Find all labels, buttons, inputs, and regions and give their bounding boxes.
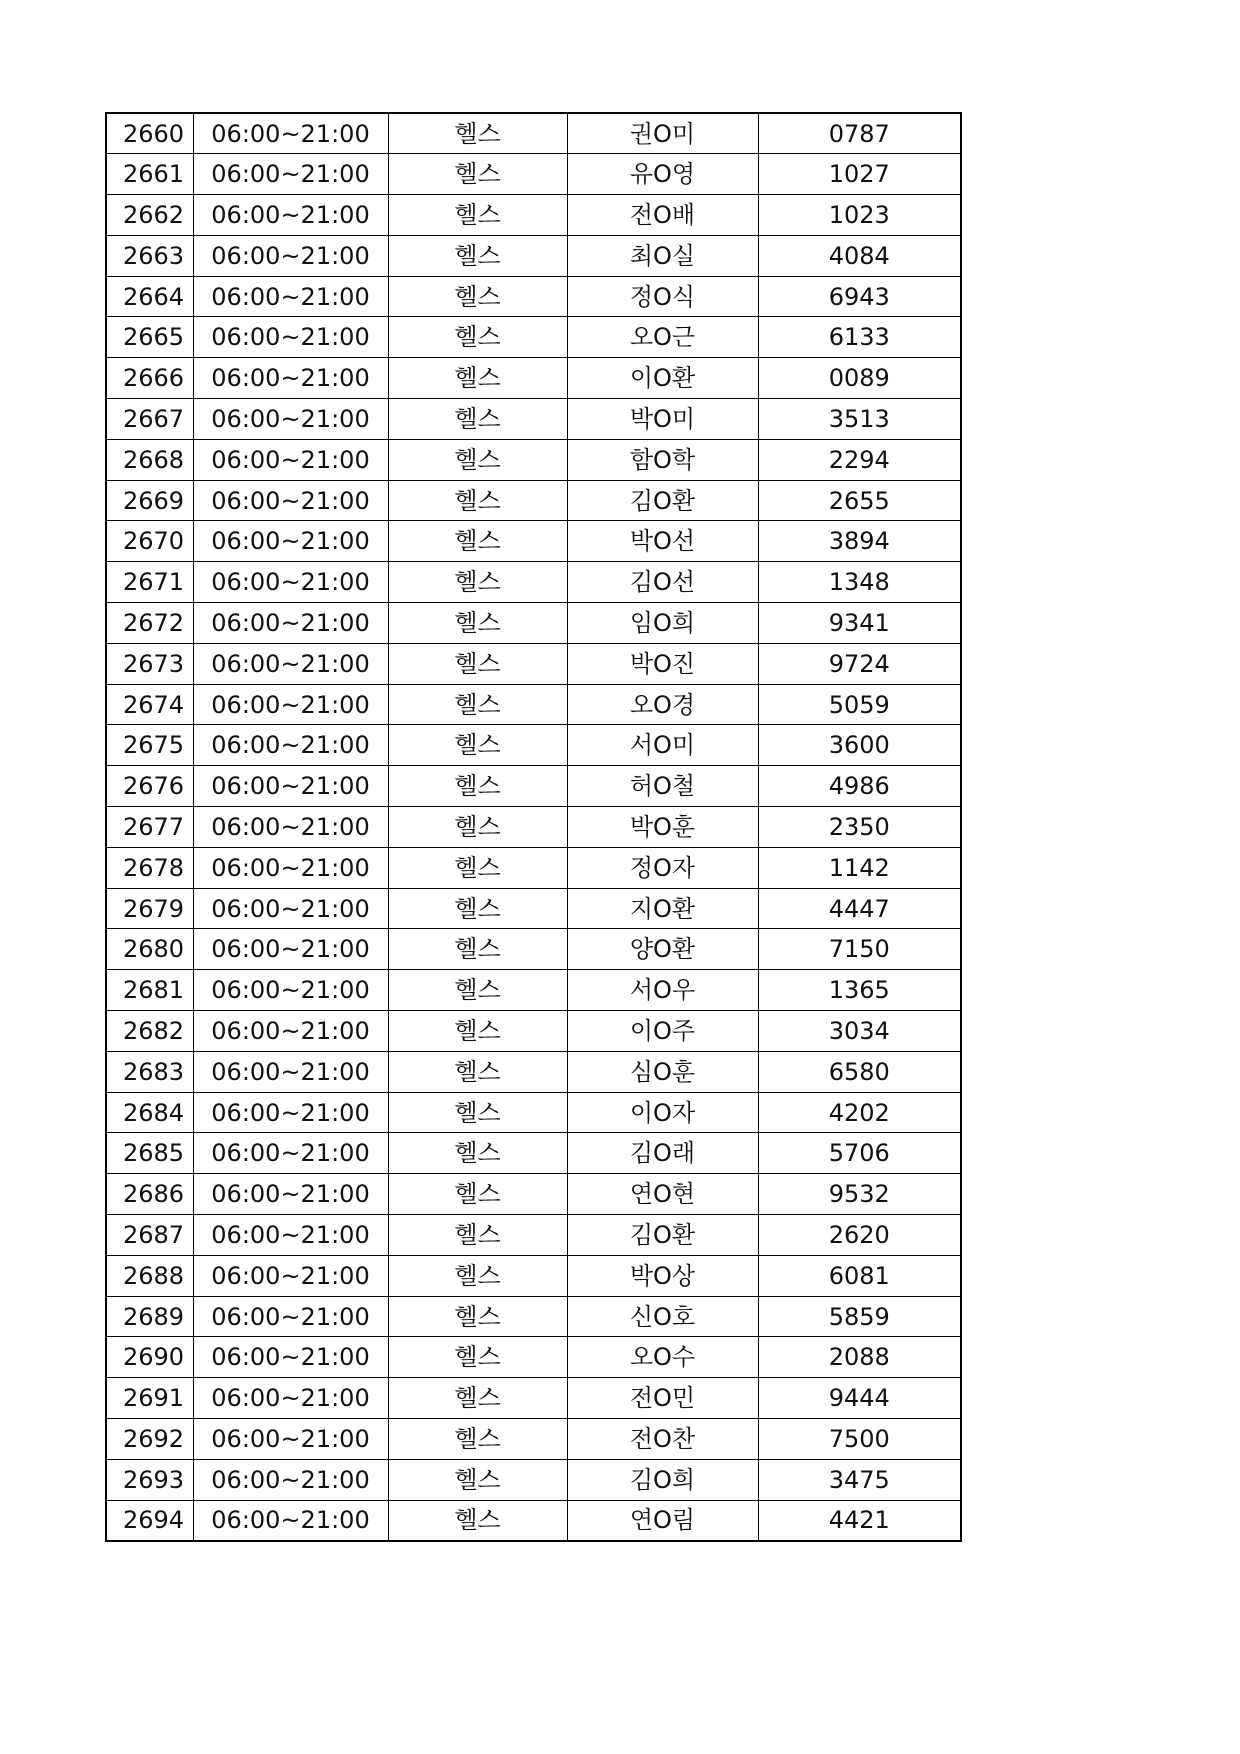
- member-name-cell: 허O철: [567, 766, 758, 807]
- program-cell: 헬스: [388, 1133, 567, 1174]
- member-code-cell: 7150: [758, 929, 961, 970]
- table-row: [106, 1337, 961, 1378]
- member-name-cell: 함O학: [567, 439, 758, 480]
- member-code-cell: 6580: [758, 1051, 961, 1092]
- row-number-cell: 2682: [106, 1011, 193, 1052]
- row-number-cell: 2672: [106, 603, 193, 644]
- table-row: [106, 235, 961, 276]
- program-cell: 헬스: [388, 1092, 567, 1133]
- table-row: [106, 1500, 961, 1541]
- row-number-cell: 2686: [106, 1174, 193, 1215]
- hours-cell: 06:00~21:00: [193, 235, 388, 276]
- program-cell: 헬스: [388, 480, 567, 521]
- hours-cell: 06:00~21:00: [193, 1500, 388, 1541]
- table-row: [106, 847, 961, 888]
- member-name-cell: 김O환: [567, 480, 758, 521]
- member-name-cell: 오O근: [567, 317, 758, 358]
- row-number-cell: 2676: [106, 766, 193, 807]
- program-cell: 헬스: [388, 562, 567, 603]
- row-number-cell: 2665: [106, 317, 193, 358]
- table-row: [106, 480, 961, 521]
- table-row: [106, 1092, 961, 1133]
- table-row: [106, 358, 961, 399]
- hours-cell: 06:00~21:00: [193, 1011, 388, 1052]
- member-code-cell: 1027: [758, 154, 961, 195]
- row-number-cell: 2694: [106, 1500, 193, 1541]
- hours-cell: 06:00~21:00: [193, 1215, 388, 1256]
- program-cell: 헬스: [388, 888, 567, 929]
- table-row: [106, 1296, 961, 1337]
- member-name-cell: 지O환: [567, 888, 758, 929]
- member-name-cell: 오O경: [567, 684, 758, 725]
- row-number-cell: 2687: [106, 1215, 193, 1256]
- row-number-cell: 2660: [106, 113, 193, 154]
- member-code-cell: 1142: [758, 847, 961, 888]
- member-name-cell: 최O실: [567, 235, 758, 276]
- table-row: [106, 684, 961, 725]
- row-number-cell: 2673: [106, 643, 193, 684]
- member-name-cell: 박O진: [567, 643, 758, 684]
- row-number-cell: 2670: [106, 521, 193, 562]
- table-row: [106, 1174, 961, 1215]
- member-code-cell: 3034: [758, 1011, 961, 1052]
- member-name-cell: 정O식: [567, 276, 758, 317]
- member-code-cell: 6133: [758, 317, 961, 358]
- hours-cell: 06:00~21:00: [193, 1133, 388, 1174]
- row-number-cell: 2691: [106, 1378, 193, 1419]
- program-cell: 헬스: [388, 603, 567, 644]
- hours-cell: 06:00~21:00: [193, 1337, 388, 1378]
- table-row: [106, 1255, 961, 1296]
- row-number-cell: 2667: [106, 399, 193, 440]
- hours-cell: 06:00~21:00: [193, 766, 388, 807]
- member-name-cell: 김O희: [567, 1459, 758, 1500]
- hours-cell: 06:00~21:00: [193, 154, 388, 195]
- table-row: [106, 1011, 961, 1052]
- hours-cell: 06:00~21:00: [193, 1296, 388, 1337]
- program-cell: 헬스: [388, 1296, 567, 1337]
- member-code-cell: 3513: [758, 399, 961, 440]
- member-name-cell: 이O환: [567, 358, 758, 399]
- table-row: [106, 113, 961, 154]
- member-code-cell: 3600: [758, 725, 961, 766]
- row-number-cell: 2692: [106, 1419, 193, 1460]
- hours-cell: 06:00~21:00: [193, 1092, 388, 1133]
- table-row: [106, 1051, 961, 1092]
- member-code-cell: 2655: [758, 480, 961, 521]
- row-number-cell: 2674: [106, 684, 193, 725]
- row-number-cell: 2693: [106, 1459, 193, 1500]
- row-number-cell: 2688: [106, 1255, 193, 1296]
- member-name-cell: 김O래: [567, 1133, 758, 1174]
- member-name-cell: 박O훈: [567, 807, 758, 848]
- member-name-cell: 전O민: [567, 1378, 758, 1419]
- program-cell: 헬스: [388, 725, 567, 766]
- member-name-cell: 정O자: [567, 847, 758, 888]
- member-code-cell: 0787: [758, 113, 961, 154]
- hours-cell: 06:00~21:00: [193, 1174, 388, 1215]
- member-name-cell: 서O미: [567, 725, 758, 766]
- table-row: [106, 1215, 961, 1256]
- program-cell: 헬스: [388, 1174, 567, 1215]
- table-row: [106, 276, 961, 317]
- hours-cell: 06:00~21:00: [193, 276, 388, 317]
- hours-cell: 06:00~21:00: [193, 480, 388, 521]
- member-code-cell: 3894: [758, 521, 961, 562]
- member-code-cell: 3475: [758, 1459, 961, 1500]
- row-number-cell: 2663: [106, 235, 193, 276]
- hours-cell: 06:00~21:00: [193, 521, 388, 562]
- member-code-cell: 4084: [758, 235, 961, 276]
- row-number-cell: 2661: [106, 154, 193, 195]
- hours-cell: 06:00~21:00: [193, 1419, 388, 1460]
- row-number-cell: 2671: [106, 562, 193, 603]
- member-name-cell: 유O영: [567, 154, 758, 195]
- row-number-cell: 2668: [106, 439, 193, 480]
- member-code-cell: 2620: [758, 1215, 961, 1256]
- member-code-cell: 2294: [758, 439, 961, 480]
- table-row: [106, 1459, 961, 1500]
- table-row: [106, 399, 961, 440]
- table-row: [106, 1419, 961, 1460]
- member-name-cell: 신O호: [567, 1296, 758, 1337]
- hours-cell: 06:00~21:00: [193, 562, 388, 603]
- row-number-cell: 2666: [106, 358, 193, 399]
- program-cell: 헬스: [388, 1419, 567, 1460]
- program-cell: 헬스: [388, 847, 567, 888]
- member-code-cell: 2350: [758, 807, 961, 848]
- hours-cell: 06:00~21:00: [193, 113, 388, 154]
- member-code-cell: 5059: [758, 684, 961, 725]
- member-code-cell: 5859: [758, 1296, 961, 1337]
- table-row: [106, 439, 961, 480]
- member-name-cell: 권O미: [567, 113, 758, 154]
- program-cell: 헬스: [388, 1500, 567, 1541]
- table-row: [106, 643, 961, 684]
- program-cell: 헬스: [388, 235, 567, 276]
- member-name-cell: 전O찬: [567, 1419, 758, 1460]
- row-number-cell: 2679: [106, 888, 193, 929]
- hours-cell: 06:00~21:00: [193, 1255, 388, 1296]
- member-code-cell: 6943: [758, 276, 961, 317]
- table-row: [106, 603, 961, 644]
- program-cell: 헬스: [388, 317, 567, 358]
- hours-cell: 06:00~21:00: [193, 929, 388, 970]
- row-number-cell: 2677: [106, 807, 193, 848]
- hours-cell: 06:00~21:00: [193, 807, 388, 848]
- hours-cell: 06:00~21:00: [193, 643, 388, 684]
- table-row: [106, 929, 961, 970]
- member-code-cell: 5706: [758, 1133, 961, 1174]
- hours-cell: 06:00~21:00: [193, 725, 388, 766]
- member-name-cell: 연O현: [567, 1174, 758, 1215]
- hours-cell: 06:00~21:00: [193, 1378, 388, 1419]
- row-number-cell: 2681: [106, 970, 193, 1011]
- hours-cell: 06:00~21:00: [193, 358, 388, 399]
- program-cell: 헬스: [388, 399, 567, 440]
- program-cell: 헬스: [388, 1459, 567, 1500]
- member-name-cell: 이O자: [567, 1092, 758, 1133]
- member-code-cell: 1023: [758, 195, 961, 236]
- program-cell: 헬스: [388, 154, 567, 195]
- table-row: [106, 970, 961, 1011]
- member-name-cell: 오O수: [567, 1337, 758, 1378]
- row-number-cell: 2685: [106, 1133, 193, 1174]
- program-cell: 헬스: [388, 684, 567, 725]
- hours-cell: 06:00~21:00: [193, 847, 388, 888]
- hours-cell: 06:00~21:00: [193, 970, 388, 1011]
- member-name-cell: 김O환: [567, 1215, 758, 1256]
- member-name-cell: 이O주: [567, 1011, 758, 1052]
- row-number-cell: 2669: [106, 480, 193, 521]
- member-code-cell: 9724: [758, 643, 961, 684]
- member-code-cell: 6081: [758, 1255, 961, 1296]
- member-name-cell: 박O선: [567, 521, 758, 562]
- table-row: [106, 1133, 961, 1174]
- member-name-cell: 김O선: [567, 562, 758, 603]
- row-number-cell: 2684: [106, 1092, 193, 1133]
- hours-cell: 06:00~21:00: [193, 1051, 388, 1092]
- table-row: [106, 562, 961, 603]
- row-number-cell: 2680: [106, 929, 193, 970]
- registration-table: [105, 112, 962, 1542]
- program-cell: 헬스: [388, 195, 567, 236]
- program-cell: 헬스: [388, 1215, 567, 1256]
- table-row: [106, 766, 961, 807]
- program-cell: 헬스: [388, 1337, 567, 1378]
- program-cell: 헬스: [388, 439, 567, 480]
- program-cell: 헬스: [388, 929, 567, 970]
- row-number-cell: 2689: [106, 1296, 193, 1337]
- row-number-cell: 2664: [106, 276, 193, 317]
- table-row: [106, 317, 961, 358]
- table-row: [106, 807, 961, 848]
- member-name-cell: 박O미: [567, 399, 758, 440]
- row-number-cell: 2690: [106, 1337, 193, 1378]
- member-name-cell: 전O배: [567, 195, 758, 236]
- program-cell: 헬스: [388, 766, 567, 807]
- hours-cell: 06:00~21:00: [193, 195, 388, 236]
- row-number-cell: 2683: [106, 1051, 193, 1092]
- member-code-cell: 4202: [758, 1092, 961, 1133]
- member-code-cell: 4986: [758, 766, 961, 807]
- member-code-cell: 4447: [758, 888, 961, 929]
- hours-cell: 06:00~21:00: [193, 317, 388, 358]
- member-name-cell: 임O희: [567, 603, 758, 644]
- hours-cell: 06:00~21:00: [193, 439, 388, 480]
- program-cell: 헬스: [388, 1255, 567, 1296]
- table-row: [106, 195, 961, 236]
- member-code-cell: 0089: [758, 358, 961, 399]
- table-row: [106, 888, 961, 929]
- member-code-cell: 9341: [758, 603, 961, 644]
- program-cell: 헬스: [388, 1051, 567, 1092]
- program-cell: 헬스: [388, 276, 567, 317]
- hours-cell: 06:00~21:00: [193, 399, 388, 440]
- hours-cell: 06:00~21:00: [193, 684, 388, 725]
- program-cell: 헬스: [388, 358, 567, 399]
- member-name-cell: 심O훈: [567, 1051, 758, 1092]
- row-number-cell: 2662: [106, 195, 193, 236]
- member-code-cell: 9532: [758, 1174, 961, 1215]
- program-cell: 헬스: [388, 970, 567, 1011]
- program-cell: 헬스: [388, 1378, 567, 1419]
- hours-cell: 06:00~21:00: [193, 888, 388, 929]
- member-name-cell: 연O림: [567, 1500, 758, 1541]
- table-row: [106, 154, 961, 195]
- table-row: [106, 521, 961, 562]
- member-code-cell: 7500: [758, 1419, 961, 1460]
- member-name-cell: 박O상: [567, 1255, 758, 1296]
- member-code-cell: 1365: [758, 970, 961, 1011]
- program-cell: 헬스: [388, 113, 567, 154]
- hours-cell: 06:00~21:00: [193, 1459, 388, 1500]
- row-number-cell: 2675: [106, 725, 193, 766]
- row-number-cell: 2678: [106, 847, 193, 888]
- program-cell: 헬스: [388, 643, 567, 684]
- member-name-cell: 서O우: [567, 970, 758, 1011]
- member-code-cell: 4421: [758, 1500, 961, 1541]
- member-code-cell: 9444: [758, 1378, 961, 1419]
- program-cell: 헬스: [388, 1011, 567, 1052]
- member-code-cell: 2088: [758, 1337, 961, 1378]
- table-row: [106, 725, 961, 766]
- member-name-cell: 양O환: [567, 929, 758, 970]
- member-code-cell: 1348: [758, 562, 961, 603]
- program-cell: 헬스: [388, 521, 567, 562]
- table-row: [106, 1378, 961, 1419]
- hours-cell: 06:00~21:00: [193, 603, 388, 644]
- program-cell: 헬스: [388, 807, 567, 848]
- table-body: [106, 113, 961, 1541]
